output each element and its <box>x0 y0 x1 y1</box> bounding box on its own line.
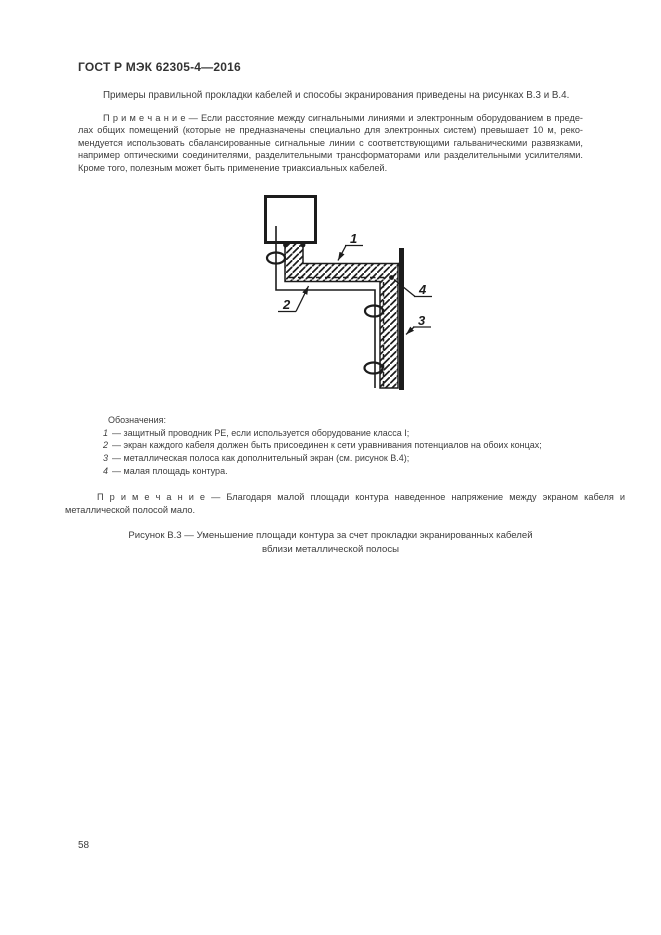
figure-label-4: 4 <box>419 282 427 297</box>
legend-item <box>103 427 603 440</box>
figure-legend <box>103 414 603 478</box>
note1-line: мендуется использовать сбалансированные сигнальные линии с соответствующими гальваническими развязками, <box>78 137 583 148</box>
legend-title: Обозначения: <box>108 415 167 425</box>
legend-item <box>103 465 603 478</box>
legend-item-text: — металлическая полоса как дополнительный экран (см. рисунок В.4); <box>112 453 410 464</box>
legend-item <box>103 439 603 452</box>
figure-label-1: 1 <box>350 231 358 246</box>
legend-item <box>103 452 603 465</box>
note-block-2 <box>65 491 625 516</box>
legend-item-text: — малая площадь контура. <box>112 465 228 476</box>
note1-line: П р и м е ч а н и е — Если расстояние между сигнальными линиями и электронным оборудованием в преде- <box>103 113 583 123</box>
figure-b3-diagram <box>230 185 460 415</box>
legend-item-number: 4 <box>103 465 109 476</box>
note1-line: например оптическими соединителями, разделительными трансформаторами или разделительными усилителями. <box>78 150 583 161</box>
loop-area-dot <box>389 275 394 280</box>
note2-line: металлической полосой мало. <box>65 504 196 515</box>
legend-item-number: 2 <box>103 440 109 451</box>
note1-line: лах общих помещений (которые не предназначены специально для электронных систем) превышает 10 м, реко- <box>78 125 583 136</box>
page-number: 58 <box>78 840 90 851</box>
intro-paragraph: Примеры правильной прокладки кабелей и способы экранирования приведены на рисунках В.3 и В.4. <box>103 90 570 101</box>
note2-line: П р и м е ч а н и е — Благодаря малой площади контура наведенное напряжение между экраном кабеля и <box>97 492 625 502</box>
label-1-leader <box>338 246 346 261</box>
cable-screen-dashed-line <box>289 278 384 389</box>
note1-line: Кроме того, полезным может быть применение триаксиальных кабелей. <box>78 162 388 173</box>
legend-item-text: — защитный проводник PE, если используется оборудование класса I; <box>112 427 410 438</box>
note-block-1 <box>78 112 583 174</box>
figure-caption-line: Рисунок В.3 — Уменьшение площади контура за счет прокладки экранированных кабелей <box>128 530 533 541</box>
equipment-box <box>266 197 316 243</box>
figure-label-3: 3 <box>418 313 426 328</box>
figure-caption <box>0 529 661 557</box>
bond-dot-left <box>283 243 288 248</box>
legend-item-text: — экран каждого кабеля должен быть присоединен к сети уравнивания потенциалов на обоих концах; <box>112 440 542 451</box>
figure-label-2: 2 <box>283 297 291 312</box>
legend-item-number: 1 <box>103 427 109 438</box>
legend-item-number: 3 <box>103 453 109 464</box>
page-header: ГОСТ Р МЭК 62305-4—2016 <box>78 60 241 74</box>
bond-dot-right <box>301 243 306 248</box>
figure-caption-line: вблизи металлической полосы <box>261 543 400 555</box>
label-3-leader <box>406 327 414 335</box>
strip-junction-dot <box>398 262 403 267</box>
